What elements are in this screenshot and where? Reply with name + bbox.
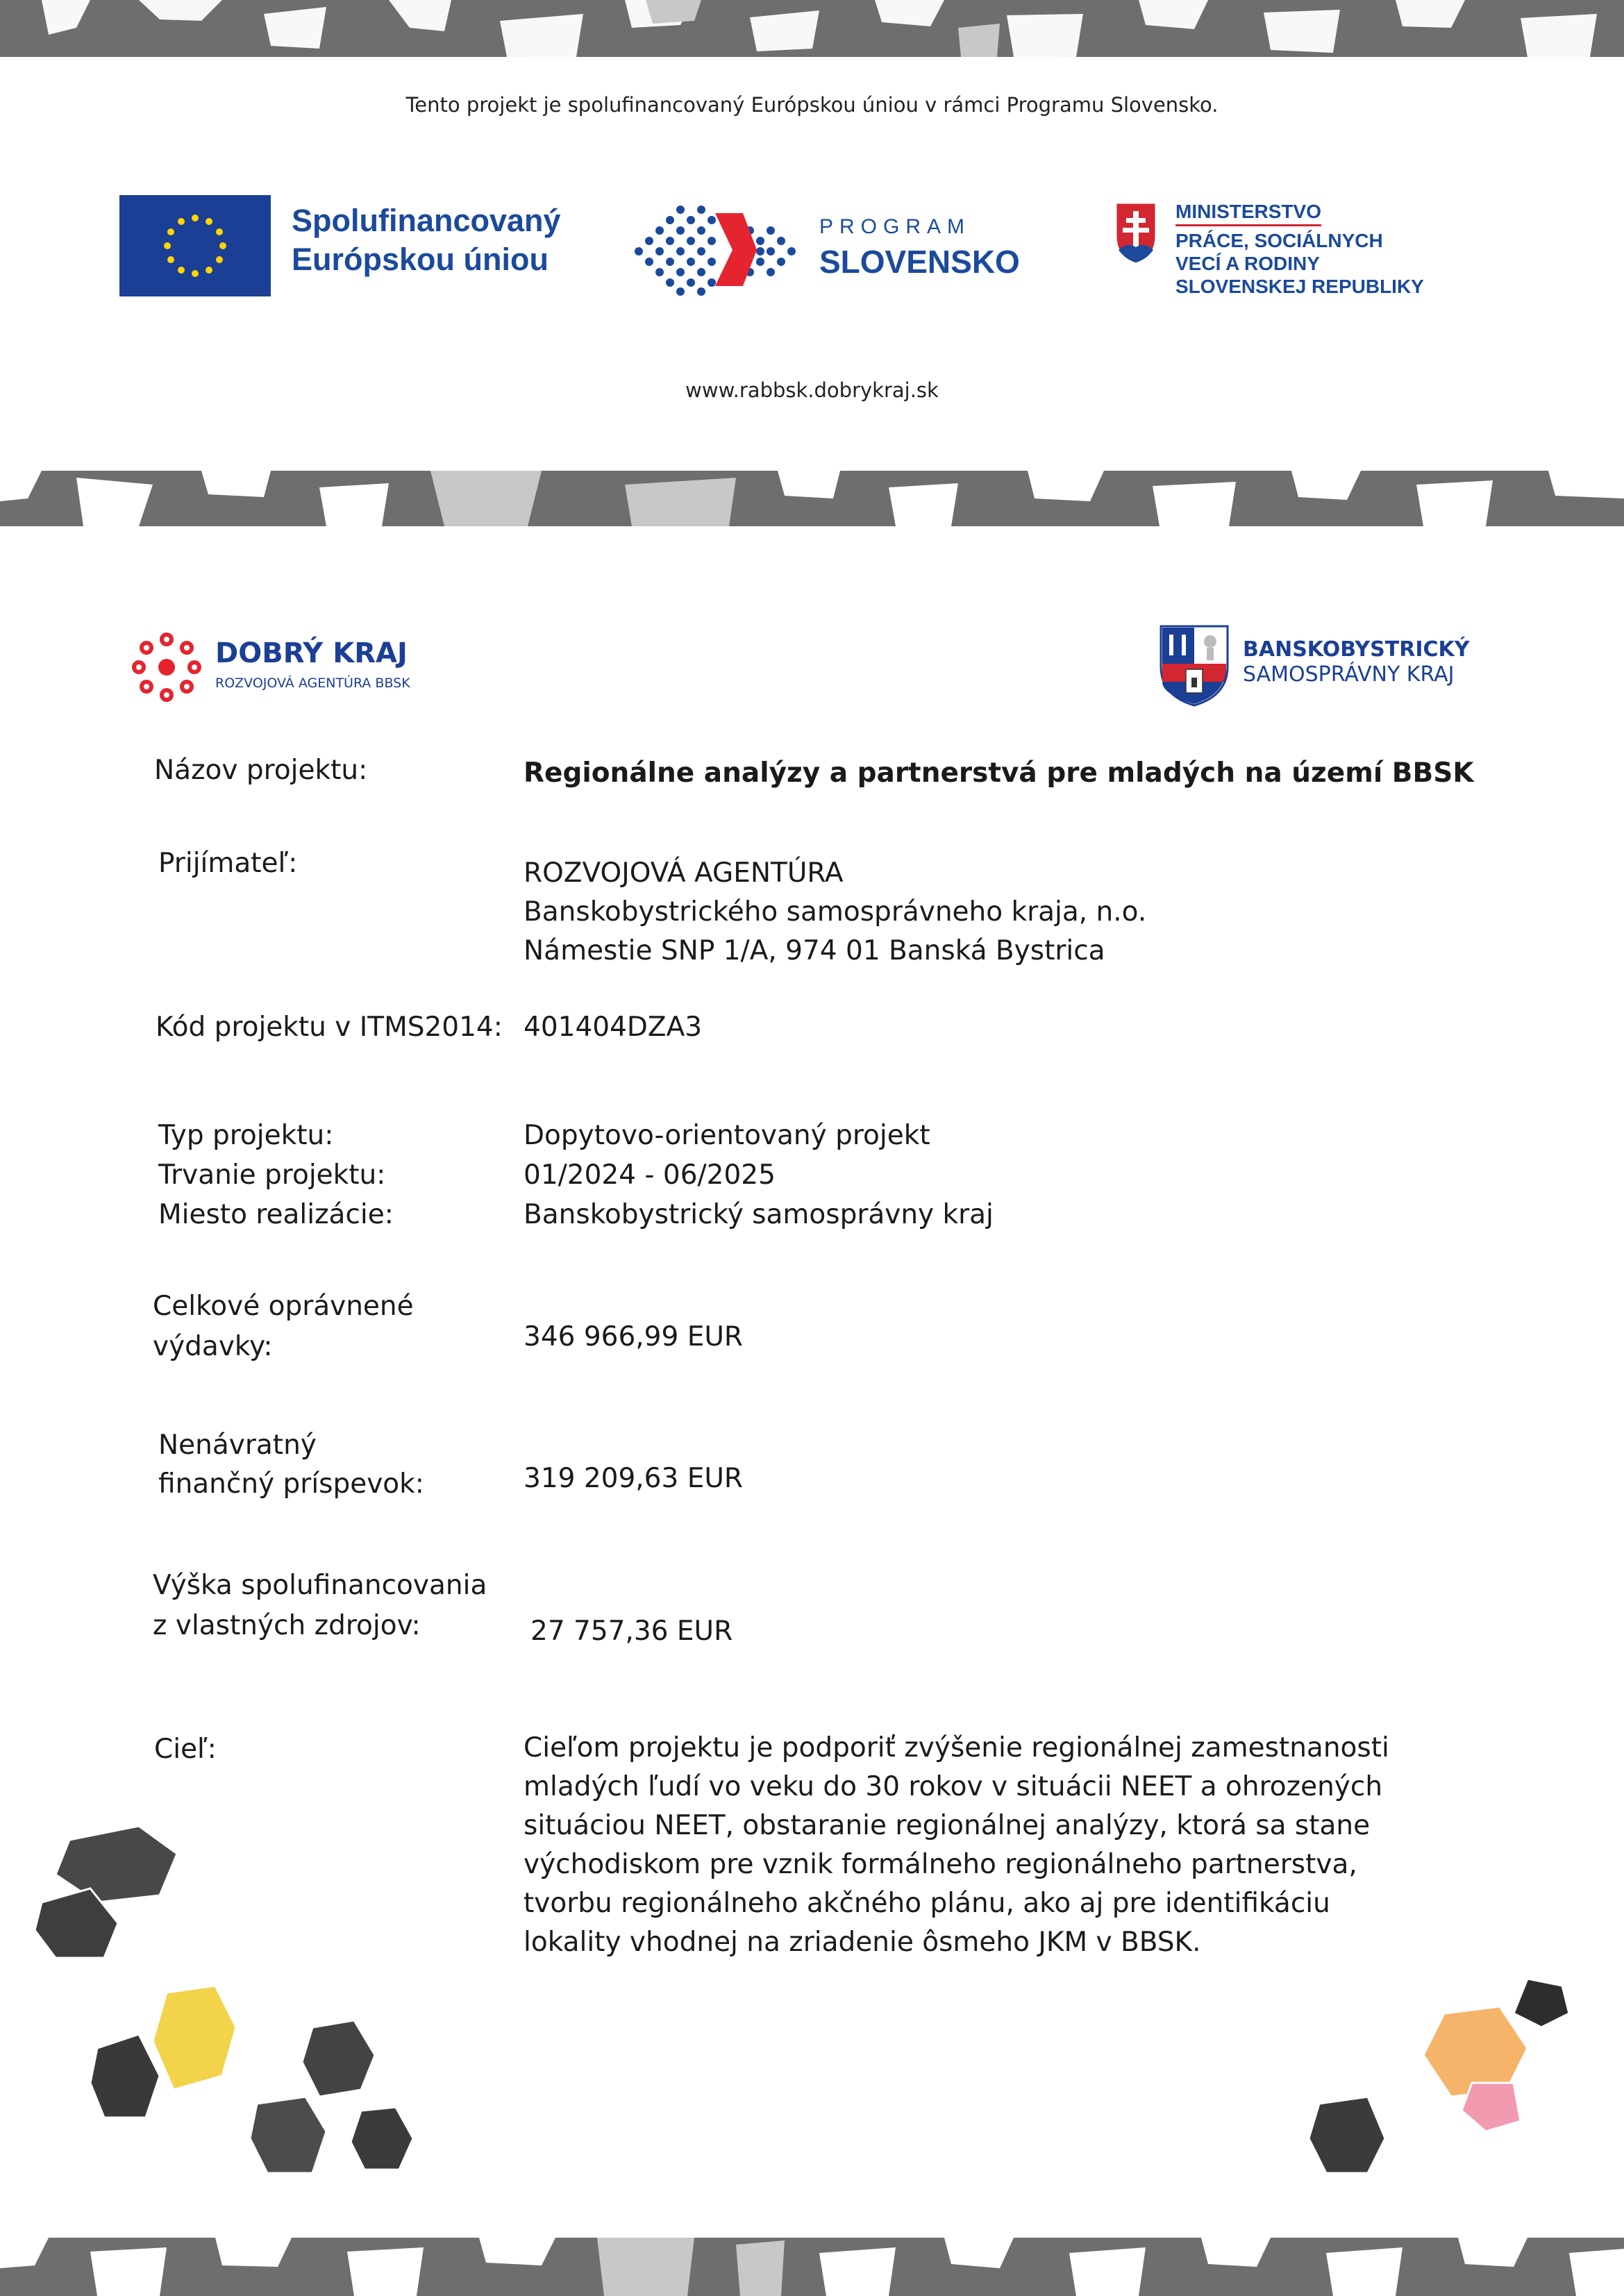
project-place-label: Miesto realizácie: bbox=[158, 1199, 394, 1230]
goal-line-4: východiskom pre vznik formálneho regionálneho partnerstva, bbox=[524, 1849, 1357, 1880]
ministry-logo-text bbox=[1175, 200, 1424, 298]
goal-line-3: situáciou NEET, obstaranie regionálnej analýzy, ktorá sa stane bbox=[524, 1810, 1371, 1841]
project-duration-value: 01/2024 - 06/2025 bbox=[524, 1159, 776, 1191]
dobry-kraj-subtitle: ROZVOJOVÁ AGENTÚRA BBSK bbox=[215, 676, 410, 691]
decorative-stones-left-icon bbox=[28, 1819, 417, 2197]
ministry-logo-line4: SLOVENSKEJ REPUBLIKY bbox=[1175, 276, 1424, 297]
project-code-value: 401404DZA3 bbox=[524, 1012, 703, 1043]
eligible-expenses-label-2: výdavky: bbox=[153, 1331, 273, 1362]
project-place-value: Banskobystrický samosprávny kraj bbox=[524, 1199, 994, 1230]
bbsk-logo-line1: BANSKOBYSTRICKÝ bbox=[1243, 637, 1470, 662]
eligible-expenses-value: 346 966,99 EUR bbox=[524, 1321, 743, 1352]
eu-logo-text bbox=[292, 201, 561, 279]
goal-line-6: lokality vhodnej na zriadenie ôsmeho JKM v BBSK. bbox=[524, 1927, 1201, 1958]
project-name-value: Regionálne analýzy a partnerstvá pre mladých na území BBSK bbox=[524, 757, 1474, 789]
goal-line-5: tvorbu regionálneho akčného plánu, ako aj pre identifikáciu bbox=[524, 1888, 1330, 1919]
bbsk-crest-icon bbox=[1160, 625, 1229, 707]
eligible-expenses-label-1: Celkové oprávnené bbox=[153, 1291, 414, 1322]
cofinancing-label-1: Výška spolufinancovania bbox=[153, 1570, 487, 1601]
website-link[interactable]: www.rabbsk.dobrykraj.sk bbox=[685, 378, 939, 402]
program-logo-line2: SLOVENSKO bbox=[819, 244, 1020, 280]
recipient-line-1: ROZVOJOVÁ AGENTÚRA bbox=[524, 857, 844, 889]
bbsk-logo-line2: SAMOSPRÁVNY KRAJ bbox=[1243, 662, 1455, 687]
recipient-label: Prijímateľ: bbox=[158, 848, 298, 879]
ministry-logo-line1: MINISTERSTVO bbox=[1175, 200, 1321, 226]
program-logo-line1: PROGRAM bbox=[819, 215, 971, 238]
cofinancing-label-2: z vlastných zdrojov: bbox=[153, 1610, 421, 1641]
grant-label-1: Nenávratný bbox=[158, 1430, 317, 1461]
dobry-kraj-flower-icon bbox=[128, 628, 205, 705]
project-name-label: Názov projektu: bbox=[154, 755, 368, 786]
funding-note: Tento projekt je spolufinancovaný Európskou úniou v rámci Programu Slovensko. bbox=[405, 93, 1219, 117]
project-type-label: Typ projektu: bbox=[158, 1120, 334, 1151]
bottom-decorative-band bbox=[0, 2238, 1624, 2296]
eu-logo-line1: Spolufinancovaný bbox=[292, 203, 561, 238]
ministry-logo-line2: PRÁCE, SOCIÁLNYCH bbox=[1175, 230, 1383, 251]
grant-label-2: finančný príspevok: bbox=[158, 1468, 424, 1500]
bbsk-logo-text bbox=[1243, 637, 1469, 687]
program-slovensko-mark-icon bbox=[628, 203, 802, 296]
dobry-kraj-title: DOBRÝ KRAJ bbox=[215, 637, 408, 669]
project-code-label: Kód projektu v ITMS2014: bbox=[156, 1012, 503, 1043]
ministry-logo-line3: VECÍ A RODINY bbox=[1175, 253, 1320, 274]
goal-line-1: Cieľom projektu je podporiť zvýšenie regionálnej zamestnanosti bbox=[524, 1732, 1389, 1763]
recipient-line-3: Námestie SNP 1/A, 974 01 Banská Bystrica bbox=[524, 935, 1105, 966]
recipient-line-2: Banskobystrického samosprávneho kraja, n.o. bbox=[524, 896, 1147, 928]
top-decorative-band bbox=[0, 0, 1624, 57]
decorative-stones-right-icon bbox=[1305, 1972, 1597, 2183]
project-duration-label: Trvanie projektu: bbox=[158, 1159, 386, 1191]
grant-value: 319 209,63 EUR bbox=[524, 1463, 743, 1494]
goal-line-2: mladých ľudí vo veku do 30 rokov v situácii NEET a ohrozených bbox=[524, 1771, 1383, 1802]
eu-flag-icon bbox=[119, 195, 271, 296]
middle-decorative-band bbox=[0, 471, 1624, 526]
project-type-value: Dopytovo-orientovaný projekt bbox=[524, 1120, 930, 1151]
slovak-crest-icon bbox=[1114, 201, 1157, 265]
goal-label: Cieľ: bbox=[154, 1734, 217, 1765]
eu-logo-line2: Európskou úniou bbox=[292, 242, 549, 277]
cofinancing-value: 27 757,36 EUR bbox=[530, 1616, 733, 1647]
